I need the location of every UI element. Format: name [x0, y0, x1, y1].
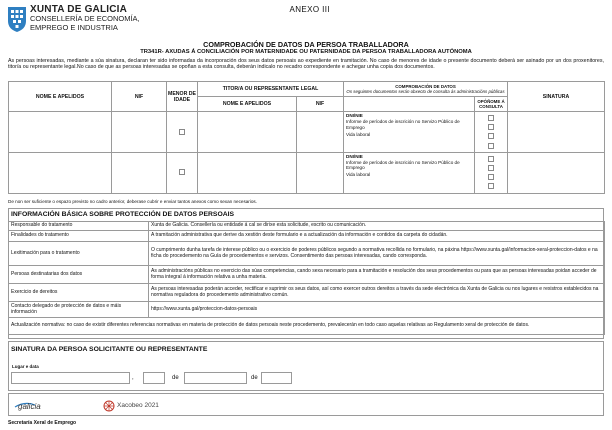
- org-sub2: EMPREGO E INDUSTRIA: [30, 22, 118, 32]
- oppose-cell: [475, 152, 508, 193]
- worker-data-table: [8, 81, 605, 194]
- col-tutor-name-header: NOME E APELIDOS: [198, 97, 297, 112]
- data-protection-heading: INFORMACIÓN BÁSICA SOBRE PROTECCIÓN DE DATOS PERSOAIS: [11, 211, 235, 218]
- col-signature-header: SINATURA: [508, 82, 605, 112]
- de-label-2: de: [251, 375, 258, 381]
- oppose-checkbox[interactable]: [488, 156, 494, 162]
- signature-heading: SINATURA DA PERSOA SOLICITANTE OU REPRESENTANTE: [11, 346, 208, 353]
- comma-separator: ,: [132, 375, 134, 381]
- col-check-title: COMPROBACIÓN DE DATOS: [395, 84, 456, 89]
- minor-cell: [167, 152, 198, 193]
- dp-row: [9, 266, 605, 284]
- dp-value: Xunta de Galicia. Consellería ou entidade á cal se dirixe esta solicitude, escrito ou comunicación.: [149, 222, 605, 231]
- col-check-header: [344, 82, 508, 97]
- doc-item-employment: Informe de períodos de inscrición no Servizo Público de Emprego: [346, 159, 460, 171]
- dp-key: Responsable do tratamento: [9, 222, 149, 231]
- dp-row: [9, 231, 605, 242]
- minor-checkbox[interactable]: [179, 129, 185, 135]
- col-check-desc: Os seguintes documentos serán obxecto de consulta ás administracións públicas: [346, 89, 505, 94]
- de-label-1: de: [172, 375, 179, 381]
- tutor-nif-cell[interactable]: [297, 112, 344, 153]
- dp-row: [9, 242, 605, 266]
- col-minor-header: MENOR DE IDADE: [167, 82, 198, 112]
- page-title: COMPROBACIÓN DE DATOS DA PERSOA TRABALLADORA: [203, 40, 409, 49]
- docs-cell: [344, 112, 475, 153]
- dp-row: [9, 222, 605, 231]
- place-input[interactable]: [11, 372, 130, 384]
- dp-key: Finalidades do tratamento: [9, 231, 149, 242]
- doc-item-work-life: Vida laboral: [346, 172, 371, 178]
- dp-key: Exercicio de dereitos: [9, 284, 149, 302]
- oppose-cell: [475, 112, 508, 153]
- signature-cell[interactable]: [508, 152, 605, 193]
- tutor-name-cell[interactable]: [198, 152, 297, 193]
- doc-item-employment: Informe de períodos de inscrición no Servizo Público de Emprego: [346, 119, 460, 130]
- day-input[interactable]: [143, 372, 165, 384]
- doc-item-dni: DNI/NIE: [346, 113, 363, 118]
- intro-paragraph: As persoas interesadas, mediante a súa sinatura, declaran ter sido informadas da incorporación dos seus datos persoais ao expediente en tramitación. No caso de menores de idade o presente documento deberá ser asinado por un dos proxenitores, titor/a ou representante legal.No caso de que as persoas interesadas se opoñan a esta consulta, deberán indicalo no recadro correspondente e achegar unha copia dos documentos.: [8, 58, 604, 71]
- dp-key: Lexitimación para o tratamento: [9, 242, 149, 266]
- data-protection-table: [8, 221, 605, 335]
- page-subtitle: TR341R- AXUDAS Á CONCILIACIÓN POR MATERNIDADE OU PATERNIDADE DA PERSOA TRABALLADORA AUTÓNOMA: [140, 49, 472, 55]
- dp-key: Persoas destinatarias dos datos: [9, 266, 149, 284]
- oppose-checkbox[interactable]: [488, 174, 494, 180]
- dp-link[interactable]: https://www.xunta.gal/proteccion-datos-persoais: [151, 305, 258, 312]
- dp-footer: Actualización normativa: no caso de existir diferentes referencias normativas en materia de protección de datos persoais neste procedemento, prevalecerán en todo caso aquelas relativas ao Regulamento xeral de protección de datos.: [9, 318, 605, 335]
- xacobeo-icon: [103, 399, 115, 411]
- department-name: Secretaría Xeral de Emprego: [8, 420, 77, 426]
- nif-cell[interactable]: [112, 152, 167, 193]
- signature-cell[interactable]: [508, 112, 605, 153]
- col-tutor-nif-header: NIF: [297, 97, 344, 112]
- doc-item-work-life: Vida laboral: [346, 131, 371, 137]
- table-row: [9, 152, 605, 193]
- name-cell[interactable]: [9, 112, 112, 153]
- dp-value: As persoas interesadas poderán acceder, rectificar e suprimir os seus datos, así como exercer outros dereitos a través da sede electrónica da Xunta de Galicia ou nos lugares e rexistros establecidos na normativa reguladora do procedemento administrativo común.: [149, 284, 605, 302]
- dp-value: O cumprimento dunha tarefa de interese público ou o exercicio de poderes públicos segundo a normativa recollida no formulario, na páxina https://www.xunta.gal/informacion-xeral-proteccion-datos e na ficha do procedemento na Guía de procedementos e servizos. Consentimento das persoas interesadas, cando corresponda.: [149, 242, 605, 266]
- dp-value: As administracións públicas no exercicio das súas competencias, cando sexa necesario para a tramitación e resolución dos seus procedementos ou para que as persoas interesadas poidan acceder de forma integral á información relativa a unha materia.: [149, 266, 605, 284]
- col-name-header: NOME E APELIDOS: [9, 82, 112, 112]
- table-note: De non ser suficiente o espazo previsto no cadro anterior, deberase cubrir e enviar tantos anexos como sexan necesarios.: [8, 199, 257, 204]
- dp-value: A tramitación administrativa que derive da xestión deste formulario e a actualización da información e contidos da carpeta do cidadán.: [149, 231, 605, 242]
- dp-row: [9, 284, 605, 302]
- org-name: XUNTA DE GALICIA: [30, 4, 128, 15]
- year-input[interactable]: [261, 372, 292, 384]
- minor-checkbox[interactable]: [179, 169, 185, 175]
- dp-row: [9, 302, 605, 318]
- oppose-checkbox[interactable]: [488, 124, 494, 130]
- xacobeo-logo-text: Xacobeo 2021: [117, 402, 159, 409]
- oppose-checkbox[interactable]: [488, 133, 494, 139]
- annex-label: ANEXO III: [289, 5, 330, 14]
- docs-cell: [344, 152, 475, 193]
- col-tutor-header: TITOR/A OU REPRESENTANTE LEGAL: [198, 82, 344, 97]
- tutor-name-cell[interactable]: [198, 112, 297, 153]
- oppose-checkbox[interactable]: [488, 115, 494, 121]
- minor-cell: [167, 112, 198, 153]
- tutor-nif-cell[interactable]: [297, 152, 344, 193]
- oppose-checkbox[interactable]: [488, 165, 494, 171]
- dp-value: [149, 302, 605, 318]
- month-input[interactable]: [184, 372, 247, 384]
- dp-key: Contacto delegado de protección de datos e máis información: [9, 302, 149, 318]
- oppose-checkbox[interactable]: [488, 183, 494, 189]
- col-nif-header: NIF: [112, 82, 167, 112]
- oppose-checkbox[interactable]: [488, 143, 494, 149]
- doc-item-dni: DNI/NIE: [346, 153, 363, 159]
- dp-row: [9, 318, 605, 335]
- place-date-label: Lugar e data: [12, 364, 39, 369]
- col-oppose-header: OPÓÑOME Á CONSULTA: [475, 97, 508, 112]
- name-cell[interactable]: [9, 152, 112, 193]
- nif-cell[interactable]: [112, 112, 167, 153]
- col-doc-spacer: [344, 97, 475, 112]
- table-row: [9, 112, 605, 153]
- org-sub1: CONSELLERÍA DE ECONOMÍA,: [30, 14, 140, 23]
- galicia-logo-text: galicia: [18, 402, 41, 411]
- footer-logos: [8, 393, 604, 416]
